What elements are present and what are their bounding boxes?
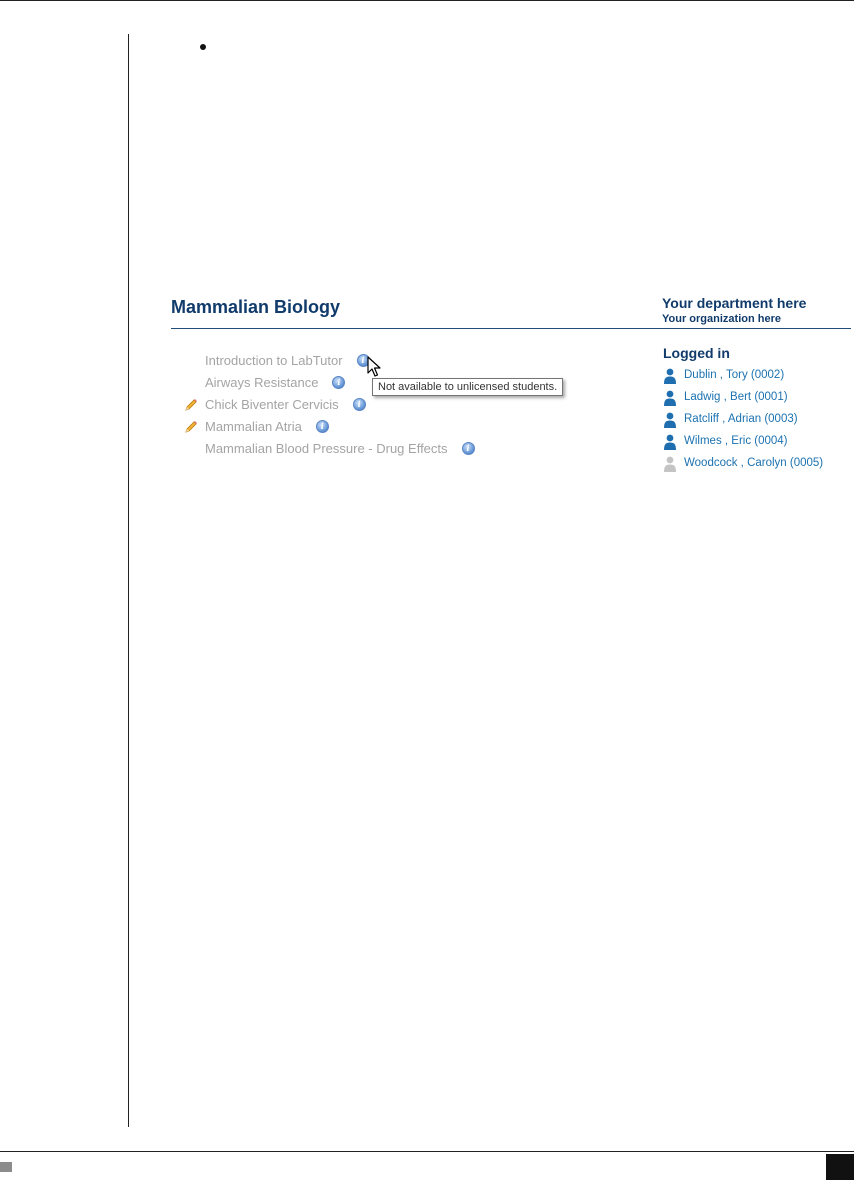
- experiment-label[interactable]: Mammalian Atria: [205, 419, 302, 434]
- empty-icon-slot: [183, 441, 199, 457]
- experiment-label[interactable]: Introduction to LabTutor: [205, 353, 343, 368]
- pencil-icon: [183, 419, 199, 435]
- user-inactive-icon: [663, 456, 677, 472]
- pencil-icon: [183, 397, 199, 413]
- experiment-label[interactable]: Chick Biventer Cervicis: [205, 397, 339, 412]
- department-title: Your department here: [662, 295, 807, 311]
- user-name[interactable]: Ladwig , Bert (0001): [684, 391, 788, 403]
- page-left-rule: [128, 34, 129, 1127]
- footer-marker: [0, 1162, 12, 1172]
- course-title: Mammalian Biology: [171, 297, 341, 317]
- empty-icon-slot: [183, 353, 199, 369]
- info-icon[interactable]: i: [332, 376, 345, 389]
- experiment-item[interactable]: [183, 395, 613, 417]
- tooltip: Not available to unlicensed students.: [372, 378, 563, 396]
- experiment-label[interactable]: Mammalian Blood Pressure - Drug Effects: [205, 441, 448, 456]
- organization-title: Your organization here: [662, 313, 781, 325]
- user-name[interactable]: Woodcock , Carolyn (0005): [684, 457, 824, 469]
- experiment-label[interactable]: Airways Resistance: [205, 375, 319, 390]
- experiment-item[interactable]: [183, 417, 613, 439]
- user-item[interactable]: [663, 432, 848, 454]
- empty-icon-slot: [183, 375, 199, 391]
- user-name[interactable]: Ratcliff , Adrian (0003): [684, 413, 798, 425]
- logged-in-title: Logged in: [663, 345, 730, 361]
- header-divider: [171, 328, 851, 329]
- user-item[interactable]: [663, 410, 848, 432]
- user-icon: [663, 412, 677, 428]
- info-icon[interactable]: i: [353, 398, 366, 411]
- info-icon[interactable]: i: [316, 420, 329, 433]
- info-icon[interactable]: i: [357, 354, 370, 367]
- user-name[interactable]: Wilmes , Eric (0004): [684, 435, 788, 447]
- user-icon: [663, 368, 677, 384]
- user-item[interactable]: [663, 366, 848, 388]
- user-icon: [663, 434, 677, 450]
- experiment-item[interactable]: [183, 439, 613, 461]
- user-list: [663, 366, 848, 476]
- info-icon[interactable]: i: [462, 442, 475, 455]
- user-name[interactable]: Dublin , Tory (0002): [684, 369, 785, 381]
- mouse-pointer-icon: [367, 356, 383, 378]
- page-top-rule: [0, 0, 854, 1]
- user-icon: [663, 390, 677, 406]
- bullet-point: [200, 44, 206, 50]
- experiment-item[interactable]: [183, 351, 613, 373]
- user-item[interactable]: [663, 454, 848, 476]
- user-item[interactable]: [663, 388, 848, 410]
- page-number-box: [826, 1154, 854, 1180]
- experiment-list: [183, 351, 613, 461]
- page-bottom-rule: [0, 1151, 854, 1152]
